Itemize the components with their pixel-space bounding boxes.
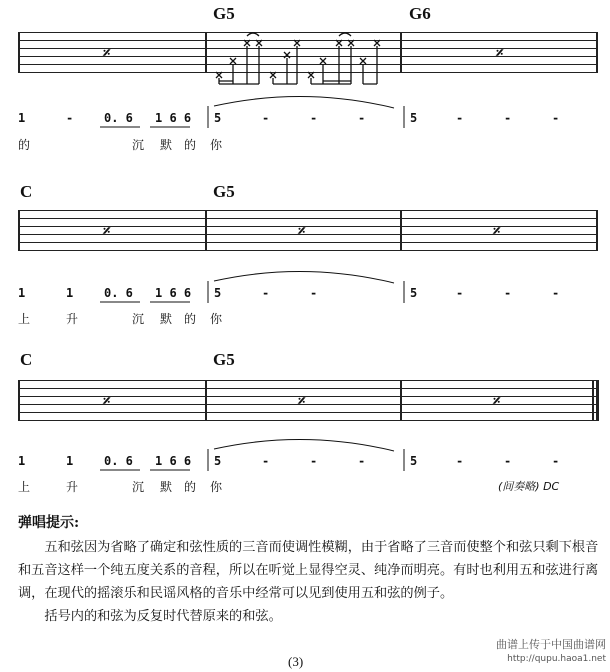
numbered-note: -: [504, 454, 512, 468]
numbered-note: -: [456, 454, 464, 468]
lyric: 的: [18, 138, 31, 152]
tips-paragraph: 五和弦因为省略了确定和弦性质的三音而使调性模糊，由于省略了三音而使整个和弦只剩下根音和五音这样一个纯五度关系的音程，所以在听觉上显得空灵、纯净而明亮。有时也利用五和弦进行离调，在现代的摇滚乐和民谣风格的音乐中经常可以见到使用五和弦的例子。: [18, 540, 599, 601]
lyric: 的: [184, 312, 197, 326]
repeat-slash-icon: 𝄎: [103, 392, 111, 410]
numbered-note: 1: [18, 286, 26, 300]
numbered-note: -: [262, 286, 270, 300]
lyric: 沉: [132, 138, 145, 152]
repeat-slash-icon: 𝄎: [298, 392, 306, 410]
interlude-note: (间奏略) DC: [498, 480, 560, 493]
numbered-note: -: [310, 454, 318, 468]
numbered-note: 0. 6: [104, 111, 133, 125]
numbered-note: 5: [214, 286, 222, 300]
numbered-note: 1: [66, 454, 74, 468]
chord-label: C: [20, 350, 33, 369]
measure-bars: [0, 443, 610, 473]
lyric: 你: [210, 138, 223, 152]
lyric: 的: [184, 138, 197, 152]
tips-heading: 弹唱提示:: [18, 515, 80, 531]
numbered-note: 1: [66, 286, 74, 300]
lyric: 默: [160, 480, 173, 494]
measure-bars: [0, 275, 610, 305]
numbered-note: 1: [18, 111, 26, 125]
repeat-slash-icon: 𝄎: [493, 392, 501, 410]
lyric: 沉: [132, 480, 145, 494]
numbered-note: -: [262, 454, 270, 468]
lyric: 升: [66, 480, 79, 494]
chord-label: G6: [409, 4, 431, 23]
numbered-note: -: [262, 111, 270, 125]
strum-pattern: [210, 26, 390, 86]
lyric: 你: [210, 312, 223, 326]
numbered-note: -: [456, 286, 464, 300]
watermark: [496, 638, 606, 666]
numbered-note: -: [552, 286, 560, 300]
lyric: 默: [160, 138, 173, 152]
numbered-note: 1: [18, 454, 26, 468]
measure-bars: [0, 100, 610, 130]
numbered-note: 1 6 6: [155, 286, 192, 300]
chord-label: C: [20, 182, 33, 201]
numbered-note: -: [358, 111, 366, 125]
lyric: 上: [18, 312, 31, 326]
lyric: 上: [18, 480, 31, 494]
repeat-slash-icon: 𝄎: [298, 222, 306, 240]
numbered-note: 1 6 6: [155, 111, 192, 125]
numbered-note: 0. 6: [104, 454, 133, 468]
lyric: 你: [210, 480, 223, 494]
performance-tips: [18, 512, 603, 628]
numbered-note: 5: [410, 111, 418, 125]
numbered-note: -: [504, 111, 512, 125]
numbered-note: -: [310, 111, 318, 125]
numbered-note: -: [310, 286, 318, 300]
repeat-slash-icon: 𝄎: [103, 44, 111, 62]
numbered-note: 1 6 6: [155, 454, 192, 468]
numbered-note: 5: [410, 454, 418, 468]
repeat-slash-icon: 𝄎: [103, 222, 111, 240]
lyric: 默: [160, 312, 173, 326]
watermark-url: http://qupu.haoa1.net: [507, 654, 606, 664]
lyric: 升: [66, 312, 79, 326]
numbered-note: 0. 6: [104, 286, 133, 300]
numbered-note: -: [552, 454, 560, 468]
numbered-note: -: [552, 111, 560, 125]
page-number: (3): [288, 654, 304, 669]
numbered-note: 5: [214, 454, 222, 468]
numbered-note: -: [358, 454, 366, 468]
numbered-note: -: [456, 111, 464, 125]
repeat-slash-icon: 𝄎: [493, 222, 501, 240]
numbered-note: 5: [410, 286, 418, 300]
lyric: 的: [184, 480, 197, 494]
chord-label: G5: [213, 182, 235, 201]
lyric: 沉: [132, 312, 145, 326]
numbered-note: 5: [214, 111, 222, 125]
numbered-note: -: [504, 286, 512, 300]
watermark-line: 曲谱上传于中国曲谱网: [496, 638, 606, 651]
numbered-note: -: [66, 111, 74, 125]
chord-label: G5: [213, 4, 235, 23]
tips-paragraph: 括号内的和弦为反复时代替原来的和弦。: [44, 609, 282, 624]
repeat-slash-icon: 𝄎: [496, 44, 504, 62]
chord-label: G5: [213, 350, 235, 369]
